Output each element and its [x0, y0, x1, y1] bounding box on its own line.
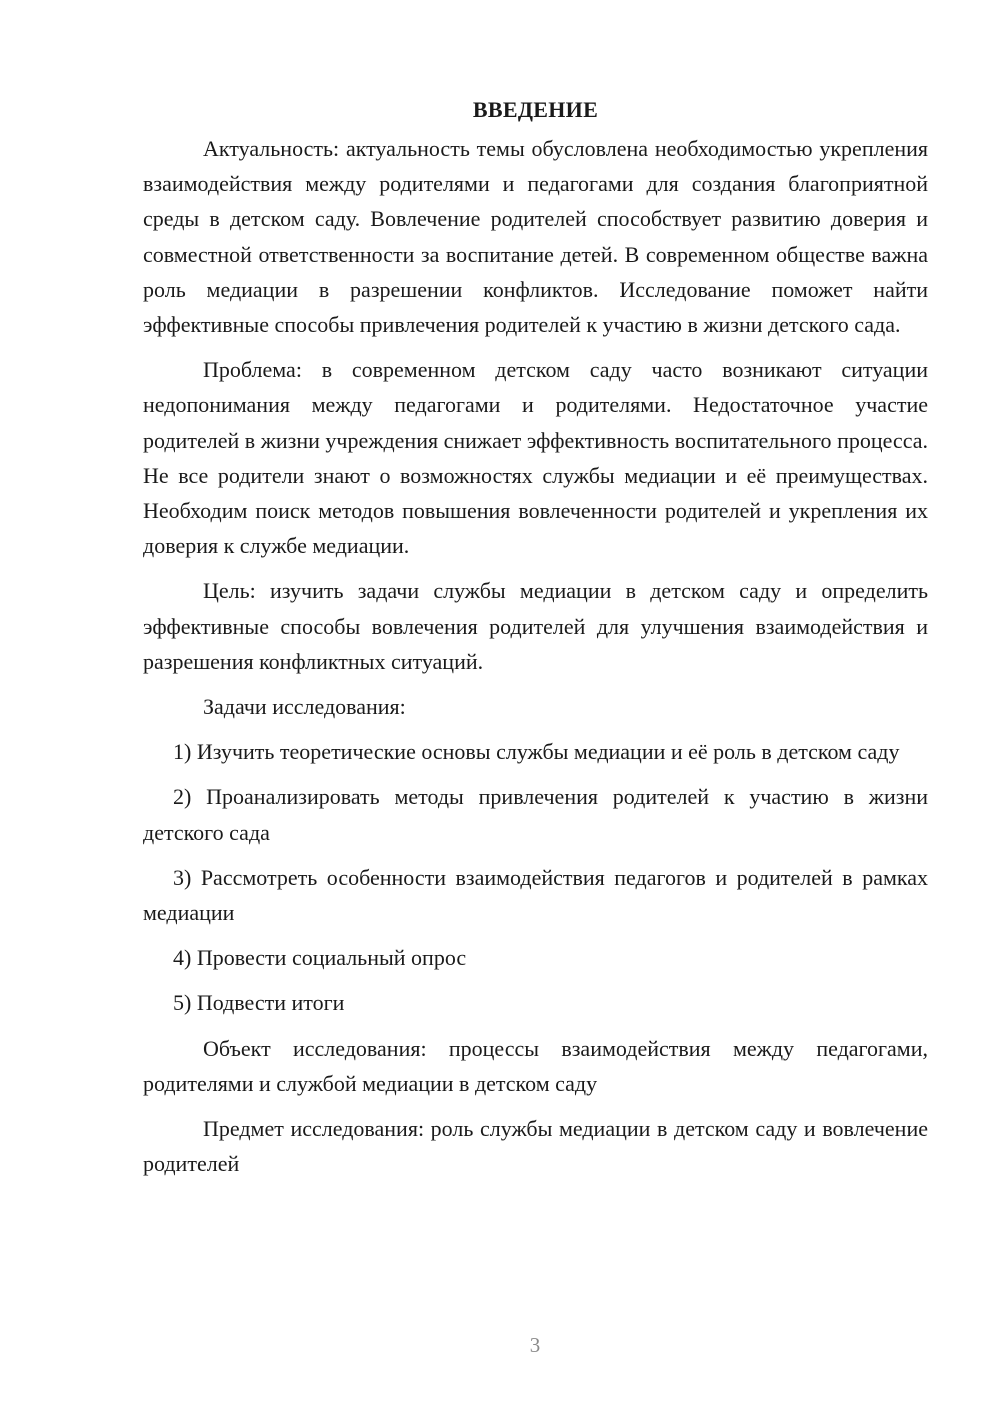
task-item-5: 5) Подвести итоги	[173, 990, 345, 1016]
subject-paragraph: Предмет исследования: роль службы медиации в детском саду и вовлечение родителей	[143, 1116, 928, 1177]
relevance-paragraph: Актуальность: актуальность темы обусловлена необходимостью укрепления взаимодействия между родителями и педагогами для создания благоприятной среды в детском саду. Вовлечение родителей способствует развитию доверия и совместной ответственности за воспитание детей. В современном обществе важна роль медиации в разрешении конфликтов. Исследование поможет найти эффективные способы привлечения родителей к участию в жизни детского сада.	[143, 136, 928, 338]
goal-paragraph: Цель: изучить задачи службы медиации в детском саду и определить эффективные способы вовлечения родителей для улучшения взаимодействия и разрешения конфликтных ситуаций.	[143, 578, 928, 674]
task-item-3: 3) Рассмотреть особенности взаимодействия педагогов и родителей в рамках медиации	[143, 864, 928, 926]
section-heading: ВВЕДЕНИЕ	[472, 97, 599, 122]
page-number: 3	[529, 1333, 541, 1357]
task-item-4: 4) Провести социальный опрос	[173, 945, 467, 971]
task-item-2: 2) Проанализировать методы привлечения родителей к участию в жизни детского сада	[143, 784, 928, 845]
tasks-heading: Задачи исследования:	[203, 694, 406, 720]
document-page	[143, 92, 928, 1191]
object-paragraph: Объект исследования: процессы взаимодействия между педагогами, родителями и службой медиации в детском саду	[143, 1035, 928, 1096]
task-item-1: 1) Изучить теоретические основы службы медиации и её роль в детском саду	[173, 739, 900, 765]
problem-paragraph: Проблема: в современном детском саду часто возникают ситуации недопонимания между педагогами и родителями. Недостаточное участие родителей в жизни учреждения снижает эффективность воспитательного процесса. Не все родители знают о возможностях службы медиации и её преимуществах. Необходим поиск методов повышения вовлеченности родителей и укрепления их доверия к службе медиации.	[143, 357, 928, 559]
